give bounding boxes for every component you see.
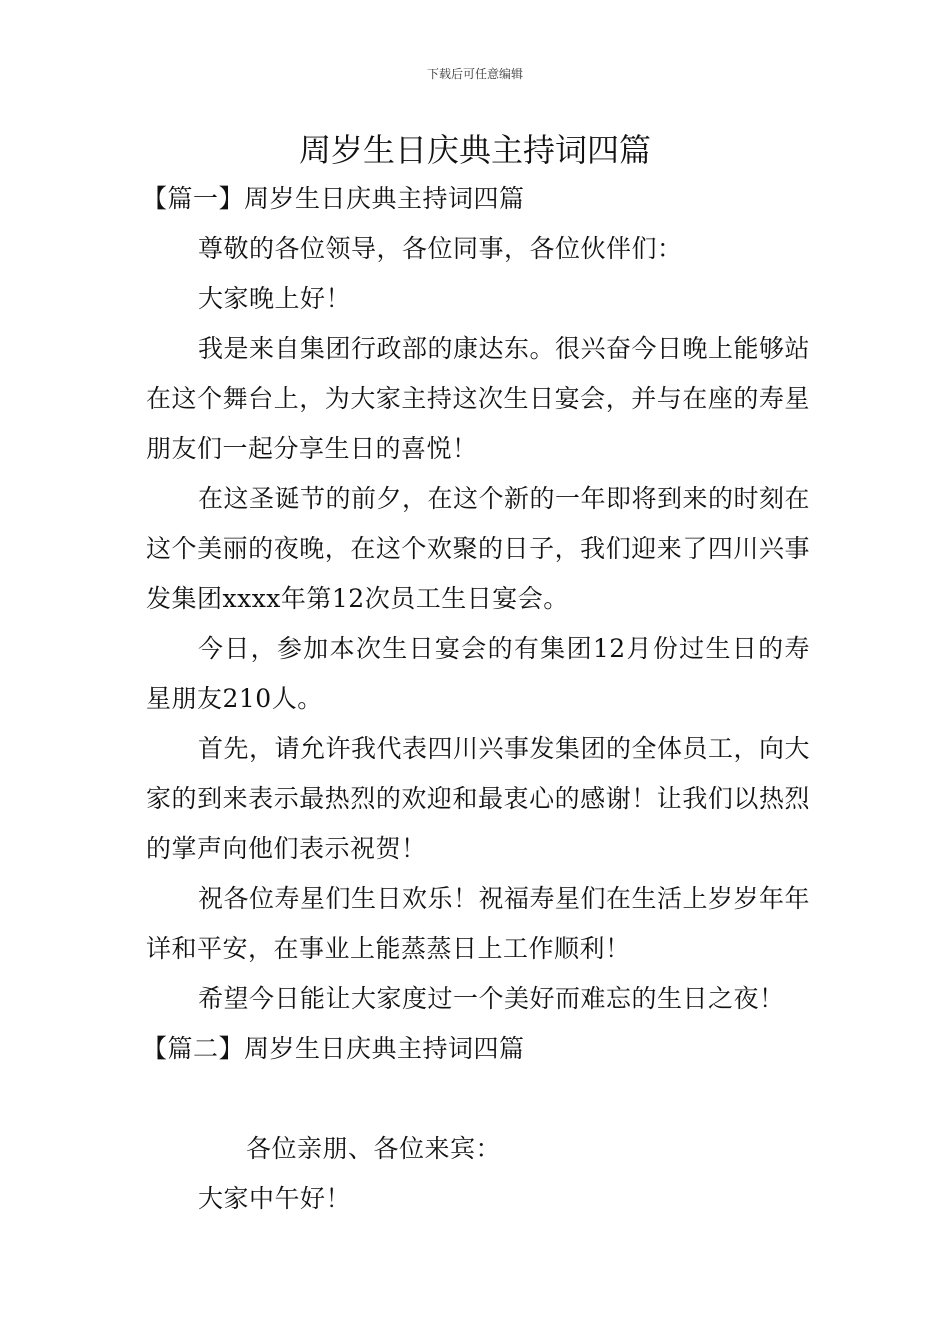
paragraph: 希望今日能让大家度过一个美好而难忘的生日之夜！ xyxy=(198,984,785,1013)
greeting-paragraph: 各位亲朋、各位来宾： xyxy=(246,1134,502,1163)
paragraph: 大家中午好！ xyxy=(198,1184,352,1213)
paragraph: 首先，请允许我代表四川兴事发集团的全体员工，向大家的到来表示最热烈的欢迎和最衷心的感谢！让我们以热烈的掌声向他们表示祝贺！ xyxy=(146,734,811,863)
document-body xyxy=(142,174,811,1224)
section-heading-1: 【篇一】周岁生日庆典主持词四篇 xyxy=(142,184,525,213)
document-title: 周岁生日庆典主持词四篇 xyxy=(298,131,651,169)
page-header-note: 下载后可任意编辑 xyxy=(426,67,523,81)
paragraph: 今日，参加本次生日宴会的有集团12月份过生日的寿星朋友210人。 xyxy=(146,634,810,713)
paragraph: 我是来自集团行政部的康达东。很兴奋今日晚上能够站在这个舞台上，为大家主持这次生日宴会，并与在座的寿星朋友们一起分享生日的喜悦！ xyxy=(146,334,811,463)
blank-line xyxy=(146,1074,810,1124)
section-heading-2: 【篇二】周岁生日庆典主持词四篇 xyxy=(142,1034,525,1063)
paragraph: 祝各位寿星们生日欢乐！祝福寿星们在生活上岁岁年年详和平安，在事业上能蒸蒸日上工作顺利！ xyxy=(146,884,811,963)
paragraph: 大家晚上好！ xyxy=(198,284,352,313)
paragraph: 在这圣诞节的前夕，在这个新的一年即将到来的时刻在这个美丽的夜晚，在这个欢聚的日子，我们迎来了四川兴事发集团xxxx年第12次员工生日宴会。 xyxy=(146,484,811,613)
paragraph: 尊敬的各位领导，各位同事，各位伙伴们： xyxy=(198,234,683,263)
